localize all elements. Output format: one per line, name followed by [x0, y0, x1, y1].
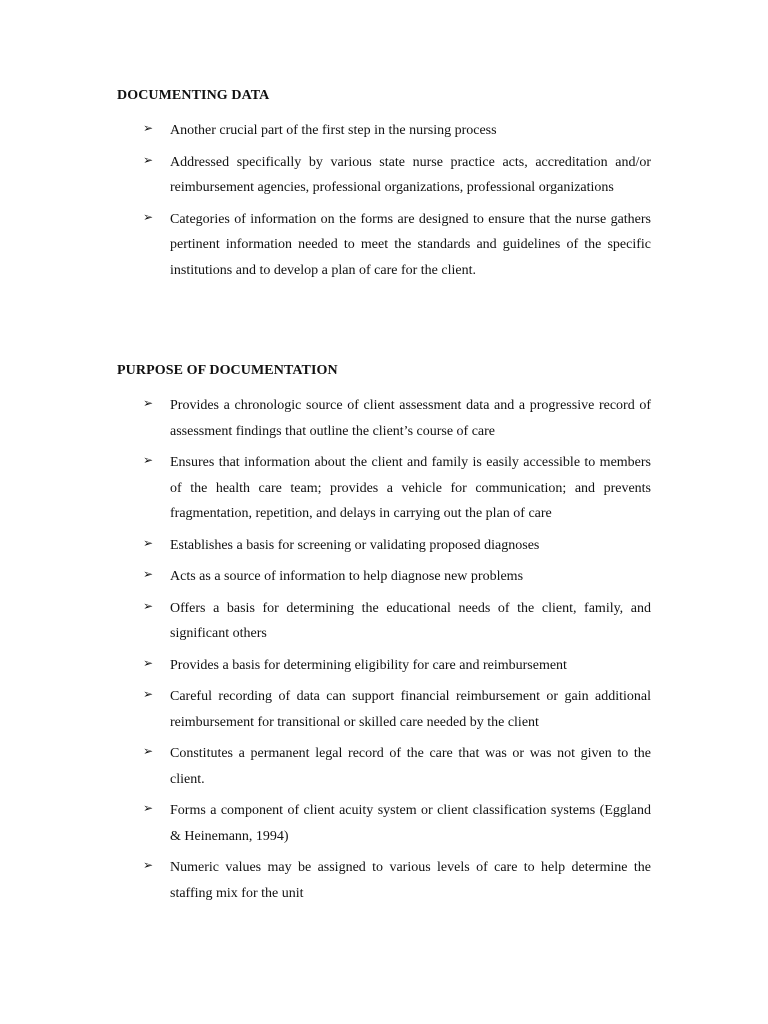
- list-item-text: Constitutes a permanent legal record of the care that was or was not given to the client.: [170, 746, 651, 787]
- arrowhead-bullet-icon: ➢: [143, 655, 154, 670]
- list-item-text: Offers a basis for determining the educational needs of the client, family, and significant others: [170, 600, 651, 641]
- list-item-text: Provides a chronologic source of client assessment data and a progressive record of assessment findings that outline the client’s course of care: [170, 398, 651, 439]
- list-item-text: Provides a basis for determining eligibility for care and reimbursement: [170, 657, 567, 673]
- list-item: [0, 533, 768, 559]
- list-item-text: Forms a component of client acuity system or client classification systems (Eggland & Heinemann, 1994): [170, 803, 651, 844]
- list-item-text: Numeric values may be assigned to various levels of care to help determine the staffing mix for the unit: [170, 860, 651, 901]
- arrowhead-bullet-icon: ➢: [143, 453, 154, 467]
- list-item: [0, 741, 768, 792]
- list-item: [0, 684, 768, 735]
- list-item-text: Establishes a basis for screening or validating proposed diagnoses: [170, 537, 540, 553]
- section-heading-purpose-of-documentation: PURPOSE OF DOCUMENTATION: [117, 363, 338, 378]
- bullet-list-documenting-data: [0, 121, 768, 292]
- list-item: [0, 393, 768, 444]
- arrowhead-bullet-icon: ➢: [143, 744, 154, 758]
- list-item: [0, 653, 768, 679]
- list-item-text: Ensures that information about the client and family is easily accessible to members of the health care team; provides a vehicle for communication; and prevents fragmentation, repetition, and delays in carrying out the plan of care: [170, 455, 651, 521]
- list-item: [0, 450, 768, 527]
- arrowhead-bullet-icon: ➢: [143, 121, 154, 135]
- list-item-text: Categories of information on the forms are designed to ensure that the nurse gathers pertinent information needed to meet the standards and guidelines of the specific institutions and to develop a plan of care for the client.: [170, 211, 651, 278]
- arrowhead-bullet-icon: ➢: [143, 396, 154, 410]
- arrowhead-bullet-icon: ➢: [143, 801, 154, 815]
- arrowhead-bullet-icon: ➢: [143, 687, 154, 701]
- list-item: [0, 798, 768, 849]
- list-item-text: Careful recording of data can support financial reimbursement or gain additional reimbursement for transitional or skilled care needed by the client: [170, 689, 651, 730]
- list-item-text: Another crucial part of the first step in the nursing process: [170, 123, 497, 138]
- arrowhead-bullet-icon: ➢: [143, 209, 154, 224]
- list-item: [0, 855, 768, 906]
- list-item: [0, 150, 768, 201]
- list-item: [0, 596, 768, 647]
- arrowhead-bullet-icon: ➢: [143, 858, 154, 872]
- arrowhead-bullet-icon: ➢: [143, 598, 154, 613]
- list-item-text: Addressed specifically by various state nurse practice acts, accreditation and/or reimbursement agencies, professional organizations, professional organizations: [170, 154, 651, 195]
- list-item: [0, 118, 768, 144]
- bullet-list-purpose-of-documentation: [0, 396, 768, 915]
- list-item: [0, 564, 768, 590]
- arrowhead-bullet-icon: ➢: [143, 567, 154, 581]
- section-heading-documenting-data: DOCUMENTING DATA: [117, 88, 270, 103]
- list-item: [0, 207, 768, 284]
- arrowhead-bullet-icon: ➢: [143, 152, 154, 167]
- list-item-text: Acts as a source of information to help diagnose new problems: [170, 569, 524, 584]
- arrowhead-bullet-icon: ➢: [143, 535, 154, 550]
